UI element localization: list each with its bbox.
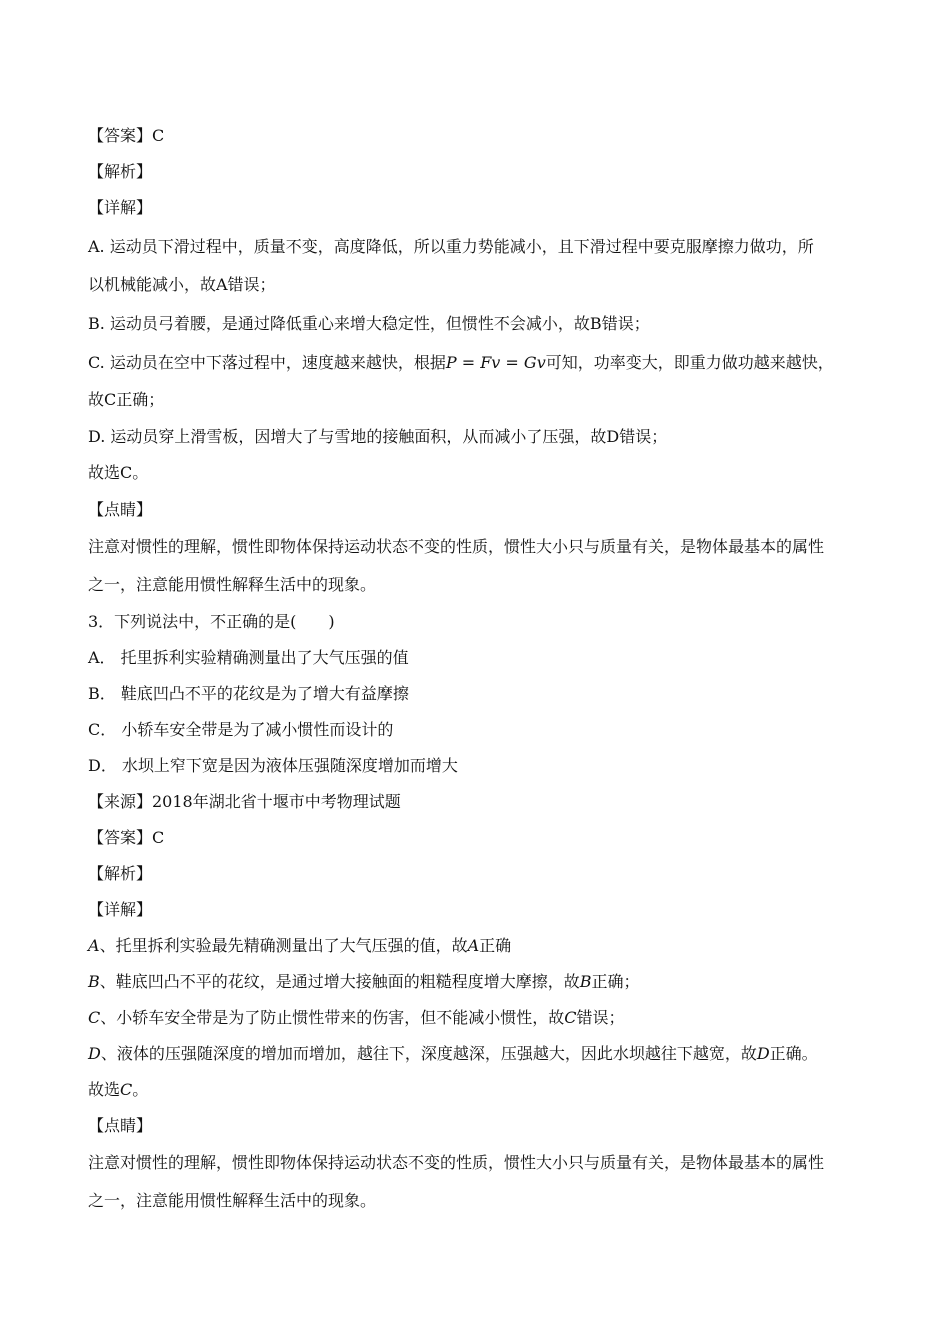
q2-c-text-post: 可知，功率变大，即重力做功越来越快， (545, 353, 834, 372)
q3-c-letter: C (88, 1008, 101, 1027)
q2-explanation-a-line1: A. 运动员下滑过程中，质量不变，高度降低，所以重力势能减小，且下滑过程中要克服摩擦力做功，所 (88, 237, 814, 256)
q3-choice-pre: 故选 (88, 1080, 121, 1099)
q2-explanation-a-line2: 以机械能减小，故A错误； (88, 275, 276, 294)
q3-b-text: 、鞋底凹凸不平的花纹，是通过增大接触面的粗糙程度增大摩擦，故 (99, 972, 580, 991)
q3-choice (88, 1080, 148, 1100)
q2-comment-line1: 注意对惯性的理解，惯性即物体保持运动状态不变的性质，惯性大小只与质量有关，是物体最基本的属性 (88, 537, 825, 556)
q3-detail-heading: 【详解】 (88, 900, 153, 919)
q3-a-text: 、托里拆利实验最先精确测量出了大气压强的值，故 (99, 936, 468, 955)
q3-a-ref: A (467, 936, 480, 955)
q3-choice-ref: C (120, 1080, 133, 1099)
q3-d-text: 、液体的压强随深度的增加而增加，越往下，深度越深，压强越大，因此水坝越往下越宽，故 (100, 1044, 757, 1063)
q3-stem: 3．下列说法中，不正确的是( ) (88, 612, 335, 631)
q3-d-end: 正确。 (769, 1044, 818, 1063)
q3-c-end: 错误； (576, 1008, 625, 1027)
q3-option-c: C． 小轿车安全带是为了减小惯性而设计的 (88, 720, 394, 739)
q2-c-text-pre: C. 运动员在空中下落过程中，速度越来越快，根据 (88, 353, 446, 372)
q3-explanation-a (88, 936, 511, 956)
q3-answer: 【答案】C (88, 828, 165, 847)
q3-explanation-b (88, 972, 640, 992)
q3-c-ref: C (564, 1008, 577, 1027)
q3-a-end: 正确 (479, 936, 512, 955)
q2-comment-heading: 【点睛】 (88, 500, 153, 519)
q3-d-ref: D (756, 1044, 770, 1063)
q3-b-ref: B (579, 972, 592, 991)
q3-a-letter: A (88, 936, 100, 955)
q2-explanation-c-line2: 故C正确； (88, 390, 165, 409)
q3-c-text: 、小轿车安全带是为了防止惯性带来的伤害，但不能减小惯性，故 (100, 1008, 565, 1027)
q2-analysis-heading: 【解析】 (88, 162, 153, 181)
q3-explanation-c (88, 1008, 625, 1028)
q3-choice-end: 。 (132, 1080, 149, 1099)
q3-d-letter: D (88, 1044, 101, 1063)
q2-explanation-b: B. 运动员弓着腰，是通过降低重心来增大稳定性，但惯性不会减小，故B错误； (88, 314, 650, 333)
q3-analysis-heading: 【解析】 (88, 864, 153, 883)
q3-source: 【来源】2018年湖北省十堰市中考物理试题 (88, 792, 401, 811)
q2-explanation-c-line1 (88, 353, 834, 373)
q3-b-end: 正确； (591, 972, 640, 991)
q3-explanation-d (88, 1044, 818, 1064)
q3-comment-line1: 注意对惯性的理解，惯性即物体保持运动状态不变的性质，惯性大小只与质量有关，是物体最基本的属性 (88, 1153, 825, 1172)
q3-b-letter: B (88, 972, 100, 991)
q2-explanation-d: D. 运动员穿上滑雪板，因增大了与雪地的接触面积，从而减小了压强，故D错误； (88, 427, 668, 446)
q3-option-b: B． 鞋底凹凸不平的花纹是为了增大有益摩擦 (88, 684, 409, 703)
q3-comment-line2: 之一，注意能用惯性解释生活中的现象。 (88, 1191, 377, 1210)
q3-option-a: A． 托里拆利实验精确测量出了大气压强的值 (88, 648, 409, 667)
q2-choice: 故选C。 (88, 463, 149, 482)
q3-option-d: D． 水坝上窄下宽是因为液体压强随深度增加而增大 (88, 756, 458, 775)
q2-power-formula: P = Fv = Gv (445, 353, 546, 372)
q2-detail-heading: 【详解】 (88, 198, 153, 217)
q2-comment-line2: 之一，注意能用惯性解释生活中的现象。 (88, 575, 377, 594)
q2-answer: 【答案】C (88, 126, 165, 145)
q3-comment-heading: 【点睛】 (88, 1116, 153, 1135)
